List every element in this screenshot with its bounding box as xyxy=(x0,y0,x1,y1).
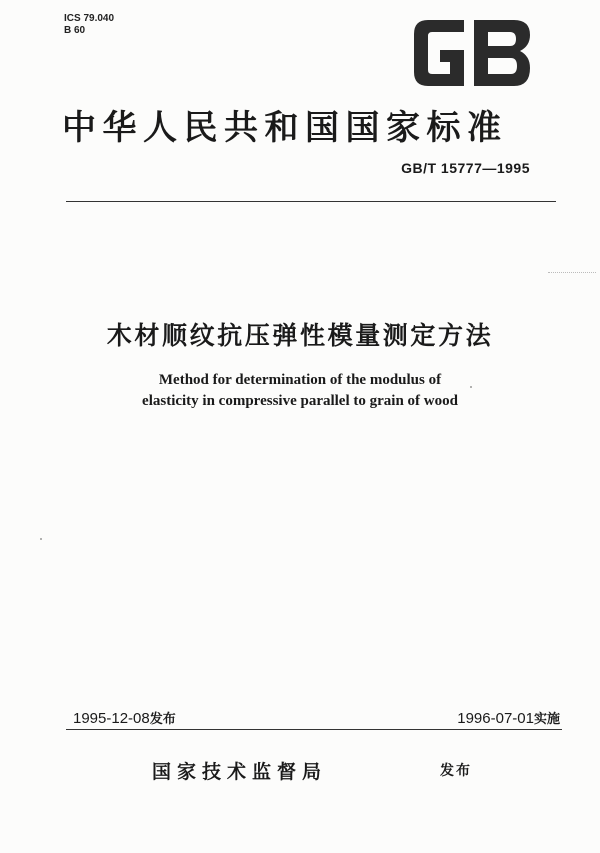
national-standard-title: 中华人民共和国国家标准 xyxy=(62,108,508,148)
ccs-code: B 60 xyxy=(64,25,86,36)
title-english-line1: Method for determination of the modulus of xyxy=(158,372,442,388)
implementation-date: 1996-07-01 xyxy=(457,710,534,727)
gb-logo xyxy=(410,16,534,90)
issue-date-block xyxy=(73,708,176,727)
header-divider xyxy=(66,201,556,202)
title-chinese: 木材顺纹抗压弹性模量测定方法 xyxy=(106,321,494,350)
implementation-suffix: 实施 xyxy=(533,712,560,727)
title-english xyxy=(0,370,600,412)
scan-speck xyxy=(470,386,472,388)
ics-code: ICS 79.040 xyxy=(64,13,115,24)
title-english-line2: elasticity in compressive parallel to grain of wood xyxy=(142,393,458,409)
standard-number: GB/T 15777—1995 xyxy=(401,160,530,176)
issue-date: 1995-12-08 xyxy=(73,710,150,727)
gb-logo-text: GB xyxy=(472,86,474,87)
classification-codes xyxy=(64,13,114,37)
issuing-authority: 国家技术监督局 xyxy=(152,761,328,783)
scan-artifact xyxy=(548,272,596,273)
footer-divider xyxy=(66,729,562,730)
issue-suffix: 发布 xyxy=(149,712,176,727)
implementation-date-block xyxy=(457,708,560,727)
scan-speck xyxy=(40,538,42,540)
issued-label: 发布 xyxy=(440,763,472,779)
